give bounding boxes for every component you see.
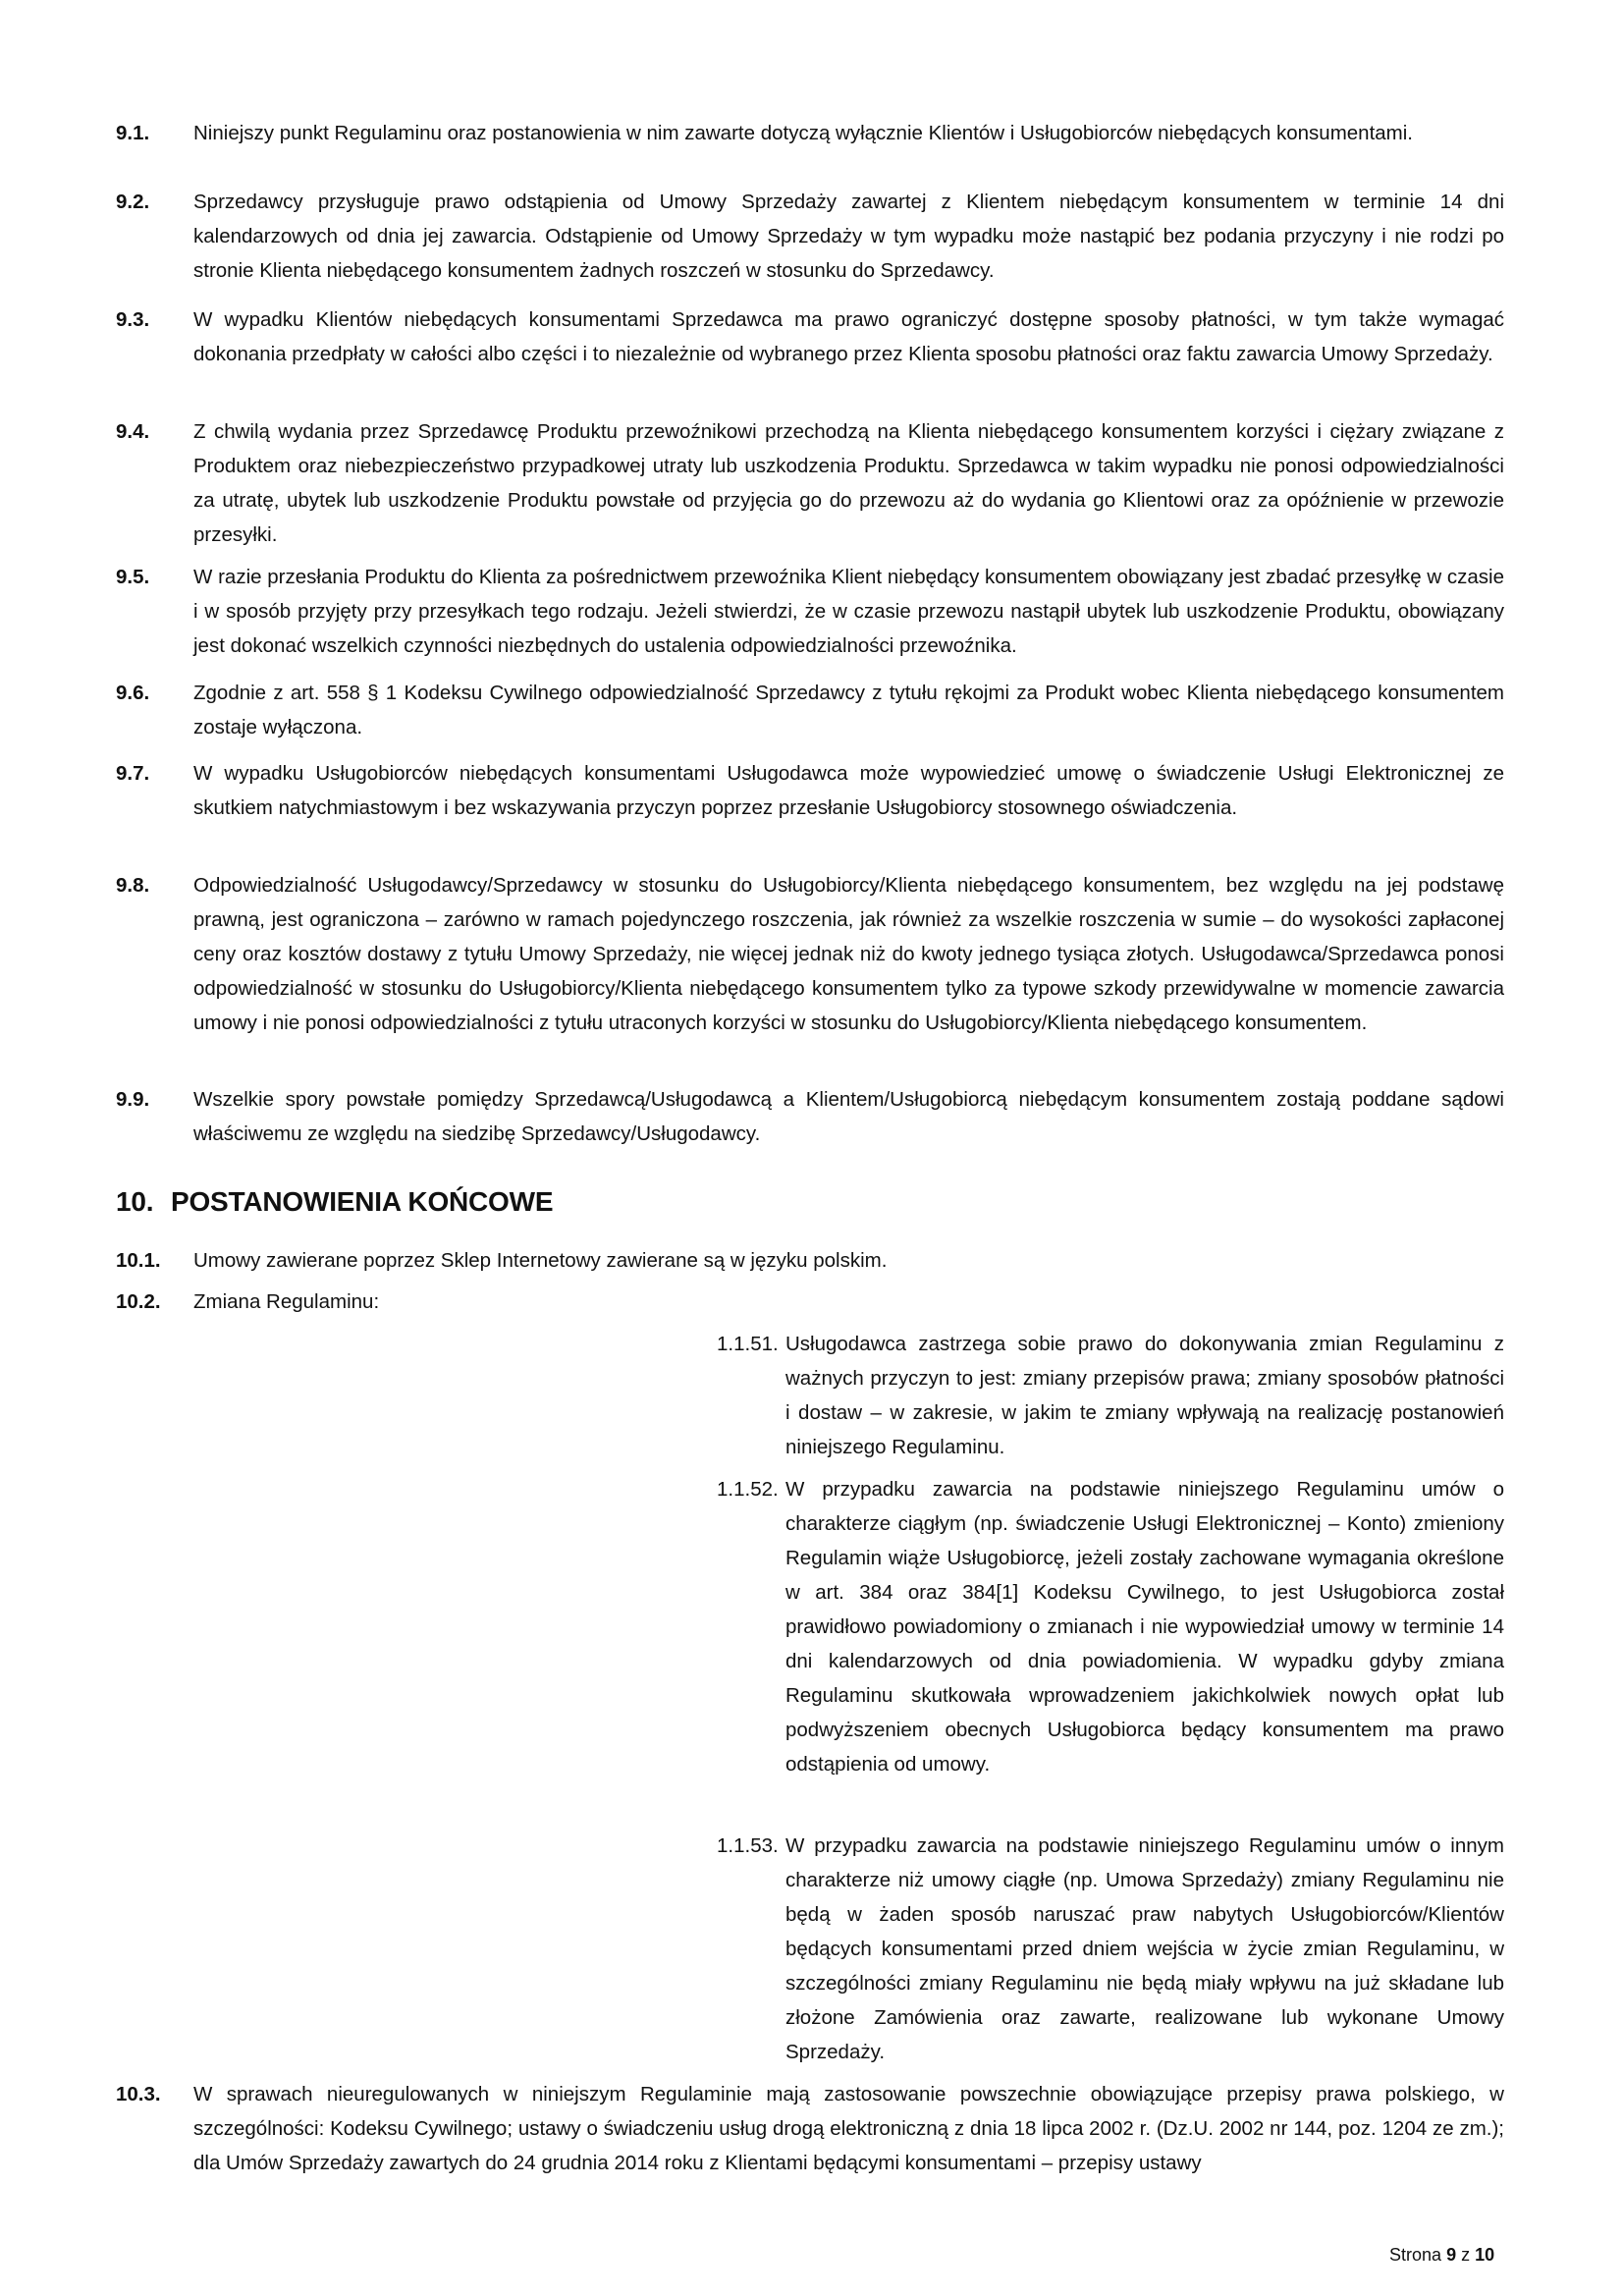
clause-number: 9.5. — [116, 566, 150, 588]
clause-number: 9.7. — [116, 762, 150, 785]
clause-number: 10.1. — [116, 1249, 161, 1272]
clause-10-1 — [116, 1243, 1504, 1278]
clause-text: Odpowiedzialność Usługodawcy/Sprzedawcy w stosunku do Usługobiorcy/Klienta niebędącego konsumentem, bez względu na jej podstawę prawną, jest ograniczona – zarówno w ramach pojedynczego roszczenia, jak również za wszelkie roszczenia w sumie – do wysokości zapłaconej ceny oraz kosztów dostawy z tytułu Umowy Sprzedaży, nie więcej jednak niż do kwoty jednego tysiąca złotych. Usługodawca/Sprzedawca ponosi odpowiedzialność w stosunku do Usługobiorcy/Klienta niebędącego konsumentem tylko za typowe szkody przewidywalne w momencie zawarcia umowy i nie ponosi odpowiedzialności z tytułu utraconych korzyści w stosunku do Usługobiorcy/Klienta niebędącego konsumentem. — [193, 874, 1504, 1034]
clause-text: W sprawach nieuregulowanych w niniejszym Regulaminie mają zastosowanie powszechnie obowiązujące przepisy prawa polskiego, w szczególności: Kodeksu Cywilnego; ustawy o świadczeniu usług drogą elektroniczną z dnia 18 lipca 2002 r. (Dz.U. 2002 nr 144, poz. 1204 ze zm.); dla Umów Sprzedaży zawartych do 24 grudnia 2014 roku z Klientami będącymi konsumentami – przepisy ustawy — [193, 2083, 1504, 2174]
clause-10-2 — [116, 1285, 1504, 1319]
clause-number: 10.3. — [116, 2083, 161, 2105]
clause-9-1 — [116, 116, 1504, 185]
clause-text: Sprzedawcy przysługuje prawo odstąpienia od Umowy Sprzedaży zawartej z Klientem niebędącym konsumentem w terminie 14 dni kalendarzowych od dnia jej zawarcia. Odstąpienie od Umowy Sprzedaży w tym wypadku może nastąpić bez podania przyczyny i nie rodzi po stronie Klienta niebędącego konsumentem żadnych roszczeń w stosunku do Sprzedawcy. — [193, 191, 1504, 282]
subclause-number: 1.1.52. — [717, 1478, 779, 1501]
section-heading — [116, 1184, 553, 1220]
clause-number: 9.8. — [116, 874, 150, 897]
section-title: POSTANOWIENIA KOŃCOWE — [171, 1186, 554, 1217]
clause-9-6 — [116, 676, 1504, 744]
clause-9-2 — [116, 185, 1504, 288]
clause-9-9 — [116, 1082, 1504, 1151]
clause-number: 9.4. — [116, 420, 150, 443]
clause-number: 9.9. — [116, 1088, 150, 1111]
clause-9-3 — [116, 302, 1504, 406]
subclause-1-1-51 — [717, 1327, 1504, 1464]
subclause-1-1-52 — [717, 1472, 1504, 1816]
current-page: 9 — [1446, 2245, 1457, 2265]
subclause-1-1-53 — [717, 1829, 1504, 2069]
clause-text: W razie przesłania Produktu do Klienta za pośrednictwem przewoźnika Klient niebędący konsumentem obowiązany jest zbadać przesyłkę w czasie i w sposób przyjęty przy przesyłkach tego rodzaju. Jeżeli stwierdzi, że w czasie przewozu nastąpił ubytek lub uszkodzenie Produktu, obowiązany jest dokonać wszelkich czynności niezbędnych do ustalenia odpowiedzialności przewoźnika. — [193, 566, 1504, 657]
subclause-number: 1.1.51. — [717, 1333, 779, 1355]
clause-9-5 — [116, 560, 1504, 663]
page-number-footer — [1389, 2243, 1494, 2267]
clause-text: Zgodnie z art. 558 § 1 Kodeksu Cywilnego odpowiedzialność Sprzedawcy z tytułu rękojmi za Produkt wobec Klienta niebędącego konsumentem zostaje wyłączona. — [193, 682, 1504, 738]
total-pages: 10 — [1475, 2245, 1495, 2265]
clause-9-4 — [116, 414, 1504, 552]
clause-number: 10.2. — [116, 1290, 161, 1313]
clause-text: Niniejszy punkt Regulaminu oraz postanowienia w nim zawarte dotyczą wyłącznie Klientów i Usługobiorców niebędących konsumentami. — [193, 122, 1413, 144]
clause-number: 9.3. — [116, 308, 150, 331]
subclause-number: 1.1.53. — [717, 1834, 779, 1857]
page-separator: z — [1461, 2245, 1471, 2265]
clause-text: Zmiana Regulaminu: — [193, 1290, 380, 1313]
subclause-text: W przypadku zawarcia na podstawie niniejszego Regulaminu umów o innym charakterze niż umowy ciągłe (np. Umowa Sprzedaży) zmiany Regulaminu nie będą w żaden sposób naruszać praw nabytych Usługobiorców/Klientów będących konsumentami przed dniem wejścia w życie zmian Regulaminu, w szczególności zmiany Regulaminu nie będą miały wpływu na już składane lub złożone Zamówienia oraz zawarte, realizowane lub wykonane Umowy Sprzedaży. — [785, 1834, 1504, 2063]
clause-number: 9.2. — [116, 191, 150, 213]
clause-text: W wypadku Klientów niebędących konsumentami Sprzedawca ma prawo ograniczyć dostępne sposoby płatności, w tym także wymagać dokonania przedpłaty w całości albo części i to niezależnie od wybranego przez Klienta sposobu płatności oraz faktu zawarcia Umowy Sprzedaży. — [193, 308, 1504, 365]
subclause-text: Usługodawca zastrzega sobie prawo do dokonywania zmian Regulaminu z ważnych przyczyn to jest: zmiany przepisów prawa; zmiany sposobów płatności i dostaw – w zakresie, w jakim te zmiany wpływają na realizację postanowień niniejszego Regulaminu. — [785, 1333, 1504, 1458]
page-label: Strona — [1389, 2245, 1442, 2265]
clause-10-3 — [116, 2077, 1504, 2180]
subclause-text: W przypadku zawarcia na podstawie niniejszego Regulaminu umów o charakterze ciągłym (np. świadczenie Usługi Elektronicznej – Konto) zmieniony Regulamin wiąże Usługobiorcę, jeżeli zostały zachowane wymagania określone w art. 384 oraz 384[1] Kodeksu Cywilnego, to jest Usługobiorca został prawidłowo powiadomiony o zmianach i nie wypowiedział umowy w terminie 14 dni kalendarzowych od dnia powiadomienia. W wypadku gdyby zmiana Regulaminu skutkowała wprowadzeniem jakichkolwiek nowych opłat lub podwyższeniem obecnych Usługobiorca będący konsumentem ma prawo odstąpienia od umowy. — [785, 1478, 1504, 1776]
clause-9-7 — [116, 756, 1504, 859]
section-number: 10. — [116, 1186, 154, 1217]
clause-text: Umowy zawierane poprzez Sklep Internetowy zawierane są w języku polskim. — [193, 1249, 888, 1272]
clause-number: 9.6. — [116, 682, 150, 704]
clause-text: Wszelkie spory powstałe pomiędzy Sprzedawcą/Usługodawcą a Klientem/Usługobiorcą niebędącym konsumentem zostają poddane sądowi właściwemu ze względu na siedzibę Sprzedawcy/Usługodawcy. — [193, 1088, 1504, 1145]
clause-text: W wypadku Usługobiorców niebędących konsumentami Usługodawca może wypowiedzieć umowę o świadczenie Usługi Elektronicznej ze skutkiem natychmiastowym i bez wskazywania przyczyn poprzez przesłanie Usługobiorcy stosownego oświadczenia. — [193, 762, 1504, 819]
clause-9-8 — [116, 868, 1504, 1074]
clause-text: Z chwilą wydania przez Sprzedawcę Produktu przewoźnikowi przechodzą na Klienta niebędącego konsumentem korzyści i ciężary związane z Produktem oraz niebezpieczeństwo przypadkowej utraty lub uszkodzenia Produktu. Sprzedawca w takim wypadku nie ponosi odpowiedzialności za utratę, ubytek lub uszkodzenie Produktu powstałe od przyjęcia go do przewozu aż do wydania go Klientowi oraz za opóźnienie w przewozie przesyłki. — [193, 420, 1504, 546]
clause-number: 9.1. — [116, 122, 150, 144]
